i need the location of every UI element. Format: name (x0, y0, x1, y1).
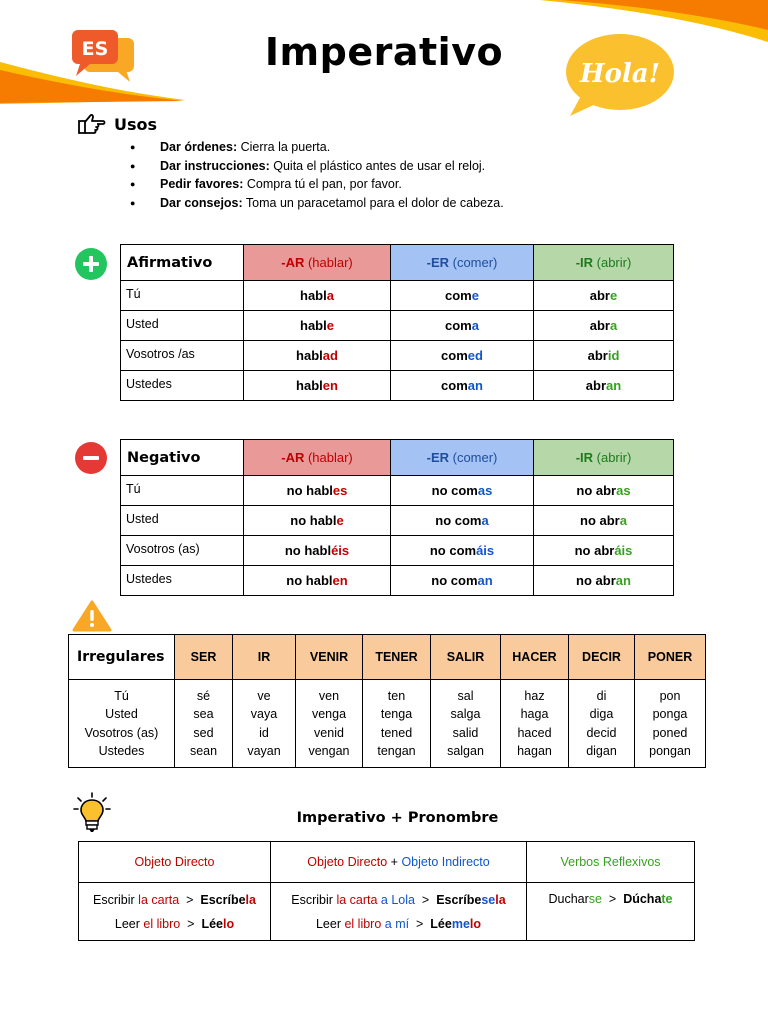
minus-circle-icon (75, 442, 107, 474)
verb-form: digan (586, 743, 617, 758)
pronoun: la (245, 892, 256, 907)
indirect-object: a Lola (380, 892, 415, 907)
verb-form: haced (517, 725, 552, 740)
stem: com (445, 288, 472, 303)
stem: habl (296, 348, 323, 363)
table-row (121, 341, 674, 371)
ar-column-header (244, 245, 391, 281)
result: Escríbe (436, 892, 482, 907)
negativo-table (120, 439, 674, 596)
stem: com (445, 318, 472, 333)
verb-forms-cell (431, 680, 501, 768)
ending: an (477, 573, 493, 588)
ar-form (244, 311, 391, 341)
verb-form: salgan (447, 743, 484, 758)
person-cell: Ustedes (121, 566, 244, 596)
ar-column-header (244, 440, 391, 476)
uso-label: Pedir favores: (160, 177, 244, 191)
stem: no abr (576, 483, 617, 498)
example-line (271, 912, 526, 936)
verb-header: TENER (363, 635, 431, 680)
verb-form: tengan (377, 743, 416, 758)
person-cell: Ustedes (121, 371, 244, 401)
table-row (121, 311, 674, 341)
verb-form: sal (457, 688, 474, 703)
result: Dúcha (623, 892, 662, 906)
er-column-header (391, 245, 534, 281)
plus-sign: + (387, 855, 402, 869)
er-verb: (comer) (449, 255, 498, 270)
ar-form (244, 566, 391, 596)
hola-speech-bubble-icon (560, 32, 678, 118)
er-ending: -ER (426, 255, 449, 270)
uso-example: Toma un paracetamol para el dolor de cabeza. (242, 195, 504, 210)
stem: abr (587, 348, 608, 363)
verb-form: haga (520, 707, 549, 722)
stem: no habl (286, 483, 333, 498)
verb-form: ven (318, 688, 340, 703)
person-cell: Vosotros /as (121, 341, 244, 371)
verb-form: vayan (247, 743, 281, 758)
uso-label: Dar consejos: (160, 195, 243, 210)
ar-verb: (hablar) (304, 450, 353, 465)
table-row (121, 566, 674, 596)
ir-ending: -IR (575, 450, 594, 465)
person-cell: Tú (121, 281, 244, 311)
verb-form: ten (387, 688, 406, 703)
reflexive-pronoun: se (588, 892, 602, 906)
stem: com (441, 348, 468, 363)
uso-example: Cierra la puerta. (237, 140, 331, 154)
ar-form (244, 341, 391, 371)
ending: a (471, 318, 479, 333)
person-label: Usted (105, 707, 138, 722)
ir-form (534, 371, 674, 401)
example-line (527, 887, 694, 911)
result: Lée (430, 916, 452, 931)
stem: habl (296, 378, 323, 393)
ending: e (471, 288, 479, 303)
header-text: Objeto Indirecto (401, 855, 490, 869)
ir-verb: (abrir) (593, 255, 632, 270)
ir-form (534, 536, 674, 566)
irregulares-table (68, 634, 706, 768)
ir-column-header (534, 440, 674, 476)
er-column-header (391, 440, 534, 476)
verb-form: tenga (380, 707, 413, 722)
indirect-object: a mí (384, 916, 410, 931)
stem: abr (589, 318, 610, 333)
ending: e (610, 288, 618, 303)
stem: no abr (580, 513, 620, 528)
verb-form: tened (380, 725, 413, 740)
direct-pronoun: lo (469, 916, 482, 931)
verb-form: pon (659, 688, 681, 703)
verb: Escribir (291, 892, 337, 907)
ar-form (244, 536, 391, 566)
ar-form (244, 506, 391, 536)
stem: no abr (576, 573, 616, 588)
indirect-pronoun: se (481, 892, 496, 907)
table-row (69, 680, 706, 768)
er-verb: (comer) (449, 450, 498, 465)
stem: no com (435, 513, 482, 528)
table-row (121, 536, 674, 566)
pointing-hand-icon (76, 112, 106, 136)
ending: áis (614, 543, 633, 558)
verb-form: poned (652, 725, 688, 740)
verbos-reflexivos-examples (527, 883, 695, 941)
ir-form (534, 341, 674, 371)
verb-forms-cell (175, 680, 233, 768)
usos-list (130, 138, 504, 212)
verb-form: id (259, 725, 269, 740)
indirect-pronoun: me (451, 916, 470, 931)
irregulares-label: Irregulares (69, 635, 175, 680)
verb-forms-cell (569, 680, 635, 768)
er-form (391, 281, 534, 311)
stem: no habl (284, 543, 332, 558)
uso-example: Quita el plástico antes de usar el reloj. (269, 158, 486, 173)
list-item (130, 138, 504, 157)
ending: id (607, 348, 620, 363)
ending: en (332, 573, 348, 588)
arrow: > (601, 892, 624, 906)
warning-triangle-icon (72, 600, 112, 632)
verb-form: sea (193, 707, 214, 722)
usos-title: Usos (114, 114, 158, 134)
verbos-reflexivos-header (527, 842, 695, 883)
hola-text: Hola! (579, 59, 661, 89)
objeto-directo-indirecto-examples (271, 883, 527, 941)
person-cell: Usted (121, 506, 244, 536)
table-row (79, 883, 695, 941)
verb-form: ponga (652, 707, 688, 722)
ar-form (244, 281, 391, 311)
verb-form: venga (311, 707, 347, 722)
header-text: Objeto Directo (307, 855, 388, 869)
verb-header: DECIR (569, 635, 635, 680)
ending: en (322, 378, 338, 393)
pronombre-title: Imperativo + Pronombre (296, 810, 499, 826)
pronoun: lo (222, 916, 235, 931)
object: la carta (336, 892, 378, 907)
person-label: Tú (114, 688, 129, 703)
ar-form (244, 371, 391, 401)
list-item (130, 194, 504, 213)
stem: abr (589, 288, 610, 303)
ar-verb: (hablar) (304, 255, 353, 270)
verb-header: SER (175, 635, 233, 680)
object: la carta (138, 892, 180, 907)
verb-form: hagan (517, 743, 552, 758)
page-title: Imperativo (264, 30, 504, 74)
table-row (121, 281, 674, 311)
verb-header: SALIR (431, 635, 501, 680)
verb-form: vaya (250, 707, 278, 722)
verb: Escribir (93, 892, 139, 907)
stem: no habl (290, 513, 337, 528)
er-form (391, 311, 534, 341)
list-item (130, 157, 504, 176)
result: Escríbe (200, 892, 246, 907)
plus-circle-icon (75, 248, 107, 280)
verb-form: sean (189, 743, 218, 758)
er-form (391, 341, 534, 371)
ending: as (477, 483, 493, 498)
logo-text: ES (81, 38, 109, 60)
ir-form (534, 506, 674, 536)
ir-form (534, 281, 674, 311)
ir-column-header (534, 245, 674, 281)
stem: habl (300, 288, 327, 303)
verb: Duchar (548, 892, 589, 906)
ending: a (619, 513, 627, 528)
objeto-directo-header (79, 842, 271, 883)
pronombre-table (78, 841, 695, 941)
verb-form: diga (589, 707, 614, 722)
example-line (79, 888, 270, 912)
ir-form (534, 566, 674, 596)
verb-header: IR (233, 635, 296, 680)
persons-cell (69, 680, 175, 768)
er-form (391, 566, 534, 596)
verb-header: HACER (501, 635, 569, 680)
ir-verb: (abrir) (593, 450, 632, 465)
verb-form: di (596, 688, 607, 703)
person-cell: Vosotros (as) (121, 536, 244, 566)
ending: a (610, 318, 618, 333)
verb-form: sé (196, 688, 211, 703)
objeto-directo-examples (79, 883, 271, 941)
ending: an (606, 378, 622, 393)
verb-form: venid (314, 725, 344, 740)
object: el libro (143, 916, 181, 931)
ending: ed (467, 348, 483, 363)
example-line (79, 912, 270, 936)
reflexive-pronoun: te (661, 892, 673, 906)
ending: e (326, 318, 334, 333)
stem: no com (429, 543, 477, 558)
stem: no abr (574, 543, 615, 558)
negativo-label: Negativo (121, 440, 244, 476)
usos-heading (76, 112, 157, 136)
stem: no com (431, 573, 478, 588)
er-form (391, 536, 534, 566)
verb: Leer (315, 916, 345, 931)
object: el libro (344, 916, 382, 931)
er-ending: -ER (426, 450, 449, 465)
header-text: Objeto Directo (134, 855, 215, 869)
verb-form: pongan (649, 743, 691, 758)
verb-forms-cell (501, 680, 569, 768)
table-row (121, 371, 674, 401)
table-row (121, 476, 674, 506)
verb-header: PONER (635, 635, 706, 680)
verb: Leer (114, 916, 144, 931)
verb-form: decid (586, 725, 617, 740)
verb-form: salga (450, 707, 481, 722)
verb-forms-cell (635, 680, 706, 768)
er-form (391, 371, 534, 401)
ending: es (332, 483, 348, 498)
stem: com (441, 378, 468, 393)
verb-form: ve (257, 688, 271, 703)
afirmativo-label: Afirmativo (121, 245, 244, 281)
verb-form: salid (452, 725, 479, 740)
ending: a (481, 513, 489, 528)
ending: éis (331, 543, 350, 558)
ir-form (534, 476, 674, 506)
person-label: Ustedes (98, 743, 145, 758)
ir-form (534, 311, 674, 341)
verb-forms-cell (233, 680, 296, 768)
er-form (391, 476, 534, 506)
person-cell: Tú (121, 476, 244, 506)
objeto-directo-indirecto-header (271, 842, 527, 883)
stem: no com (431, 483, 478, 498)
result: Lée (201, 916, 223, 931)
verb-forms-cell (296, 680, 363, 768)
er-form (391, 506, 534, 536)
stem: no habl (286, 573, 333, 588)
verb-header: VENIR (296, 635, 363, 680)
stem: habl (300, 318, 327, 333)
ar-form (244, 476, 391, 506)
arrow: > (179, 892, 201, 907)
list-item (130, 175, 504, 194)
ending: e (336, 513, 344, 528)
ar-ending: -AR (281, 450, 305, 465)
verb-form: vengan (308, 743, 350, 758)
ar-ending: -AR (281, 255, 305, 270)
ending: a (326, 288, 334, 303)
table-row (121, 506, 674, 536)
uso-label: Dar instrucciones: (160, 158, 270, 173)
verb-forms-cell (363, 680, 431, 768)
example-line (271, 888, 526, 912)
header-text: Verbos Reflexivos (560, 855, 661, 869)
verb-form: sed (193, 725, 214, 740)
ending: as (616, 483, 631, 498)
arrow: > (180, 916, 202, 931)
afirmativo-table (120, 244, 674, 401)
person-label: Vosotros (as) (84, 725, 159, 740)
ending: ad (322, 348, 338, 363)
uso-example: Compra tú el pan, por favor. (243, 177, 402, 191)
stem: abr (585, 378, 607, 393)
person-cell: Usted (121, 311, 244, 341)
arrow: > (414, 892, 437, 907)
arrow: > (409, 916, 431, 931)
ending: an (615, 573, 631, 588)
ending: an (467, 378, 483, 393)
verb-form: haz (524, 688, 545, 703)
ending: áis (476, 543, 495, 558)
ir-ending: -IR (575, 255, 594, 270)
direct-pronoun: la (495, 892, 506, 907)
uso-label: Dar órdenes: (160, 140, 238, 154)
